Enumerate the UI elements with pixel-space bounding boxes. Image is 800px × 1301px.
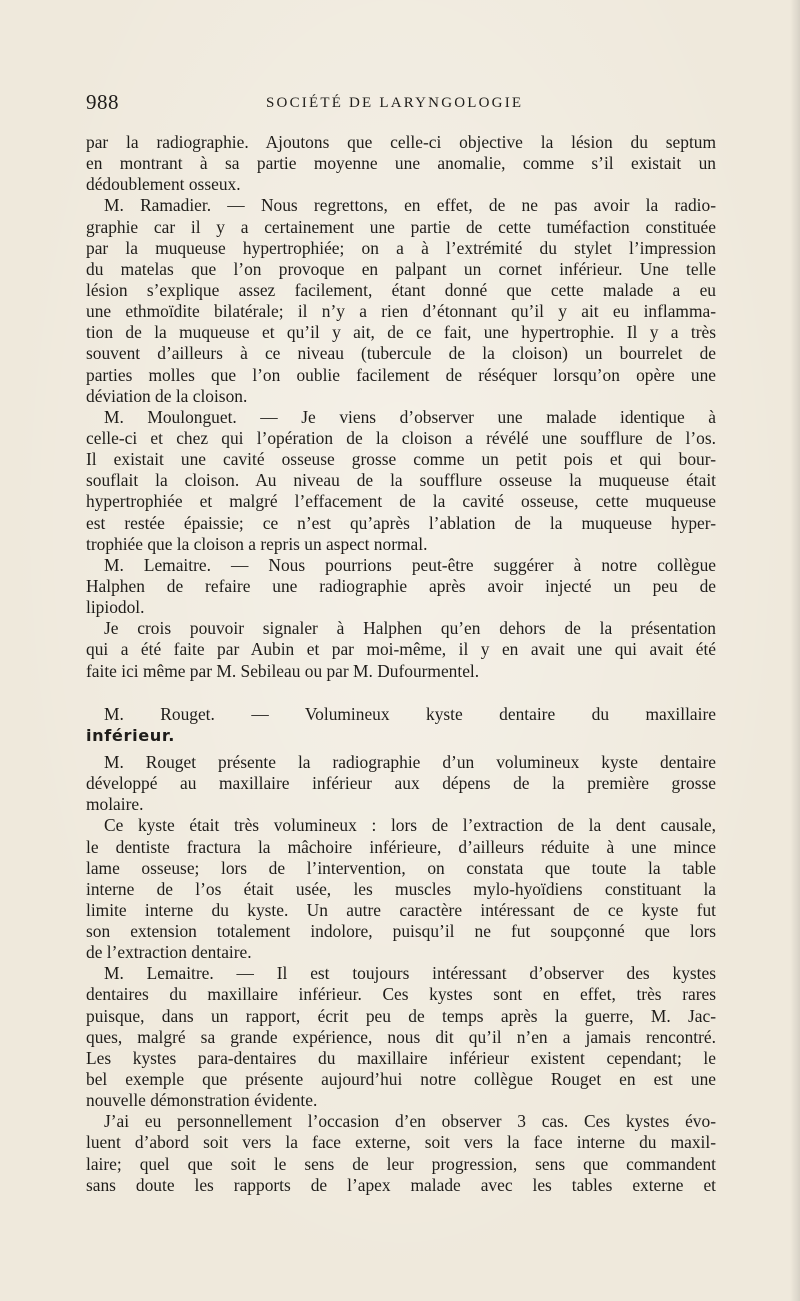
text-line: Les kystes para-dentaires du maxillaire inférieur existent cependant; le	[86, 1047, 716, 1068]
speaker-paragraph-ramadier: M. Ramadier. — Nous regrettons, en effet, de ne pas avoir la radio-	[104, 195, 716, 216]
text-line: le dentiste fractura la mâchoire inférieure, d’ailleurs réduite à une mince	[86, 836, 716, 857]
text-line: lésion s’explique assez facilement, étant donné que cette malade a eu	[86, 279, 716, 300]
text-line: tion de la muqueuse et qu’il y ait, de ce fait, une hypertrophie. Il y a très	[86, 322, 716, 343]
text-line: molaire.	[86, 794, 144, 815]
text-line: Halphen de refaire une radiographie après avoir injecté un peu de	[86, 575, 716, 596]
section-gap	[86, 682, 716, 704]
page-header	[86, 90, 716, 120]
text-line: souvent d’ailleurs à ce niveau (tubercule de la cloison) un bourrelet de	[86, 343, 716, 364]
text-line: celle-ci et chez qui l’opération de la cloison a révélé une soufflure de l’os.	[86, 427, 716, 448]
running-head: SOCIÉTÉ DE LARYNGOLOGIE	[266, 95, 524, 111]
speaker-paragraph-lemaitre: M. Lemaitre. — Nous pourrions peut-être suggérer à notre collègue	[104, 554, 716, 575]
text-line: de l’extraction dentaire.	[86, 942, 252, 963]
body-text	[86, 132, 716, 1196]
text-line: parties molles que l’on oublie facilement de réséquer lorsqu’on opère une	[86, 364, 716, 385]
text-line: ques, malgré sa grande expérience, nous dit qu’il n’en a jamais rencontré.	[86, 1026, 716, 1047]
text-line: bel exemple que présente aujourd’hui notre collègue Rouget en est une	[86, 1069, 716, 1090]
text-line: est restée épaissie; ce n’est qu’après l’ablation de la muqueuse hyper-	[86, 512, 716, 533]
speaker-paragraph-lemaitre-2: M. Lemaitre. — Il est toujours intéressant d’observer des kystes	[104, 963, 716, 984]
text-line: J’ai eu personnellement l’occasion d’en observer 3 cas. Ces kystes évo-	[104, 1111, 716, 1132]
text-line: lipiodol.	[86, 597, 145, 618]
text-line: qui a été faite par Aubin et par moi-même, il y en avait une qui avait été	[86, 639, 716, 660]
text-line: lame osseuse; lors de l’intervention, on constata que toute la table	[86, 857, 716, 878]
text-line: laire; quel que soit le sens de leur progression, sens que commandent	[86, 1153, 716, 1174]
text-line: souflait la cloison. Au niveau de la soufflure osseuse la muqueuse était	[86, 470, 716, 491]
text-line: sans doute les rapports de l’apex malade avec les tables externe et	[86, 1174, 716, 1195]
text-line: trophiée que la cloison a repris un aspect normal.	[86, 533, 428, 554]
section-title-line-2	[86, 725, 716, 746]
text-line: dentaires du maxillaire inférieur. Ces kystes sont en effet, très rares	[86, 984, 716, 1005]
text-line: limite interne du kyste. Un autre caractère intéressant de ce kyste fut	[86, 899, 716, 920]
section-title-line-1	[86, 704, 716, 725]
section-title-text: inférieur.	[86, 725, 175, 745]
text-line: développé au maxillaire inférieur aux dépens de la première grosse	[86, 773, 716, 794]
text-line: graphie car il y a certainement une partie de cette tuméfaction constituée	[86, 216, 716, 237]
text-line: nouvelle démonstration évidente.	[86, 1090, 318, 1111]
text-line: par la radiographie. Ajoutons que celle-ci objective la lésion du septum	[86, 132, 716, 152]
text-line: en montrant à sa partie moyenne une anomalie, comme s’il existait un	[86, 153, 716, 174]
text-line: M. Rouget présente la radiographie d’un volumineux kyste dentaire	[104, 751, 716, 772]
page-edge-shadow	[790, 0, 800, 1301]
speaker-paragraph-moulonguet: M. Moulonguet. — Je viens d’observer une malade identique à	[104, 406, 716, 427]
text-line: luent d’abord soit vers la face externe, soit vers la face interne du maxil-	[86, 1132, 716, 1153]
text-line: déviation de la cloison.	[86, 385, 248, 406]
text-line: une ethmoïdite bilatérale; il n’y a rien d’étonnant qu’il y ait eu inflamma-	[86, 301, 716, 322]
text-line: dédoublement osseux.	[86, 174, 241, 195]
text-line: du matelas que l’on provoque en palpant un cornet inférieur. Une telle	[86, 258, 716, 279]
text-line: Je crois pouvoir signaler à Halphen qu’en dehors de la présentation	[104, 618, 716, 639]
text-line: faite ici même par M. Sebileau ou par M. Dufourmentel.	[86, 660, 480, 681]
text-line: puisque, dans un rapport, écrit peu de temps après la guerre, M. Jac-	[86, 1005, 716, 1026]
text-line: Il existait une cavité osseuse grosse comme un petit pois et qui bour-	[86, 449, 716, 470]
text-line: interne de l’os était usée, les muscles mylo-hyoïdiens constituant la	[86, 878, 716, 899]
text-line: hypertrophiée et malgré l’effacement de la cavité osseuse, cette muqueuse	[86, 491, 716, 512]
page-number: 988	[86, 90, 119, 114]
text-line: par la muqueuse hypertrophiée; on a à l’extrémité du stylet l’impression	[86, 237, 716, 258]
section-title-text: M. Rouget. — Volumineux kyste dentaire du maxillaire	[104, 703, 716, 724]
text-line: Ce kyste était très volumineux : lors de l’extraction de la dent causale,	[104, 815, 716, 836]
text-line: son extension totalement indolore, puisqu’il ne fut soupçonné que lors	[86, 921, 716, 942]
